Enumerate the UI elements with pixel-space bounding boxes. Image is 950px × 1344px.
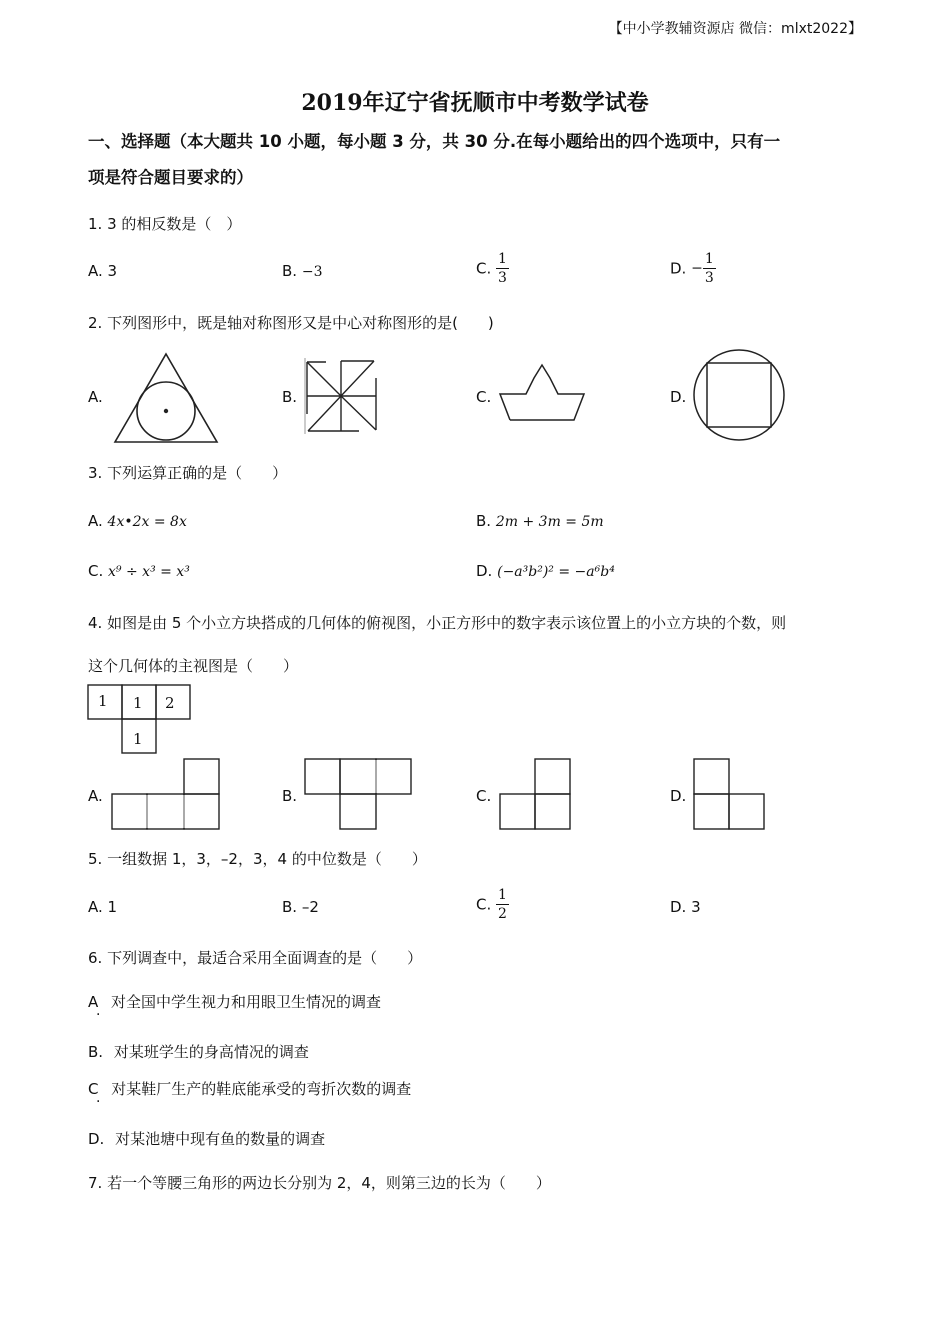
q2-option-d[interactable]: D. [670, 388, 687, 406]
q2-figure-a-triangle-circle [112, 352, 222, 444]
q3-option-a-label: A. [88, 512, 103, 530]
q3-option-d[interactable] [476, 562, 615, 580]
q4-option-d[interactable]: D. [670, 787, 687, 805]
q3-stem: 3. 下列运算正确的是（ ） [88, 464, 288, 482]
q3-option-a-expr: 4x•2x = 8x [107, 514, 187, 530]
q6-option-c-label: C [88, 1080, 99, 1098]
q1-option-b[interactable] [282, 262, 322, 280]
q1-option-d-sign: − [691, 260, 703, 277]
q4-grid-cell-r2c2: 1 [133, 730, 143, 748]
q6-option-b[interactable] [88, 1041, 309, 1062]
q6-option-c-dot: . [96, 1090, 101, 1106]
q4-stem-line2: 这个几何体的主视图是（ ） [88, 657, 299, 675]
header-note: 【中小学教辅资源店 微信：mlxt2022】 [608, 21, 862, 37]
q4-figure-a [110, 758, 222, 832]
q2-option-b[interactable]: B. [282, 388, 298, 406]
q4-figure-b [303, 758, 415, 832]
q5-option-c-fraction: $\frac{1}{2}$ [498, 887, 507, 922]
q4-option-c[interactable]: C. [476, 787, 492, 805]
q2-figure-c-boat [498, 364, 588, 426]
q1-option-d-fraction: $\frac{1}{3}$ [704, 251, 714, 286]
q6-option-b-text: 对某班学生的身高情况的调查 [113, 1043, 309, 1061]
q3-option-d-label: D. [476, 562, 493, 580]
q4-grid-cell-r1c1: 1 [98, 692, 108, 710]
q4-option-b[interactable]: B. [282, 787, 298, 805]
q6-option-b-label: B. [88, 1043, 104, 1061]
q5-option-c-label: C. [476, 895, 492, 914]
q5-stem: 5. 一组数据 1，3，–2，3，4 的中位数是（ ） [88, 850, 427, 868]
q3-option-d-expr: (−a³b²)² = −a⁶b⁴ [497, 564, 615, 580]
q6-option-a-dot: . [96, 1003, 101, 1019]
section-heading [88, 124, 868, 196]
q2-figure-d-square-in-circle [692, 348, 786, 442]
q1-option-a[interactable]: A. 3 [88, 262, 118, 280]
q1-option-c[interactable] [476, 250, 509, 287]
q2-figure-b-pinwheel [304, 358, 378, 434]
q4-option-a[interactable]: A. [88, 787, 103, 805]
section-heading-line1: 一、选择题（本大题共 10 小题，每小题 3 分，共 30 分.在每小题给出的四个选项中，只有一 [88, 132, 781, 151]
q4-grid-cell-r1c2: 1 [133, 694, 143, 712]
q3-option-c[interactable] [88, 562, 190, 580]
q3-option-b-expr: 2m + 3m = 5m [495, 514, 604, 530]
q6-option-a-text: 对全国中学生视力和用眼卫生情况的调查 [111, 993, 382, 1011]
q6-option-a[interactable] [88, 991, 381, 1012]
page-title: 2019年辽宁省抚顺市中考数学试卷 [301, 90, 649, 116]
q1-option-c-label: C. [476, 259, 492, 278]
q5-option-d[interactable]: D. 3 [670, 898, 701, 916]
q4-grid-cell-r1c3: 2 [165, 694, 175, 712]
q3-option-c-label: C. [88, 562, 104, 580]
q2-option-c[interactable]: C. [476, 388, 492, 406]
section-heading-line2: 项是符合题目要求的） [88, 168, 253, 187]
q1-option-c-fraction: $\frac{1}{3}$ [498, 251, 507, 286]
q5-option-c[interactable] [476, 886, 509, 923]
q4-stem-line1: 4. 如图是由 5 个小立方块搭成的几何体的俯视图，小正方形中的数字表示该位置上的小立方块的个数，则 [88, 614, 787, 632]
q4-figure-c [498, 758, 574, 832]
q3-option-a[interactable] [88, 512, 187, 530]
q1-option-d-label: D. [670, 259, 687, 278]
q1-option-b-value: −3 [301, 264, 323, 280]
q1-option-b-label: B. [282, 262, 298, 280]
q4-figure-d [692, 758, 768, 832]
q1-option-d[interactable] [670, 250, 716, 287]
q3-option-b-label: B. [476, 512, 492, 530]
q6-option-c-text: 对某鞋厂生产的鞋底能承受的弯折次数的调查 [111, 1080, 412, 1098]
q5-option-a[interactable]: A. 1 [88, 898, 118, 916]
q3-option-c-expr: x⁹ ÷ x³ = x³ [108, 564, 190, 580]
q6-option-a-label: A [88, 993, 99, 1011]
q2-stem: 2. 下列图形中，既是轴对称图形又是中心对称图形的是( ) [88, 314, 494, 332]
q6-stem: 6. 下列调查中，最适合采用全面调查的是（ ） [88, 949, 423, 967]
q2-option-a[interactable]: A. [88, 388, 103, 406]
q6-option-d-label: D. [88, 1130, 105, 1148]
q6-option-d-text: 对某池塘中现有鱼的数量的调查 [115, 1130, 326, 1148]
q3-option-b[interactable] [476, 512, 604, 530]
q6-option-d[interactable] [88, 1128, 325, 1149]
q6-option-c[interactable] [88, 1078, 411, 1099]
q5-option-b[interactable]: B. –2 [282, 898, 319, 916]
q7-stem: 7. 若一个等腰三角形的两边长分别为 2，4，则第三边的长为（ ） [88, 1174, 551, 1192]
q1-stem: 1. 3 的相反数是（ ） [88, 215, 242, 233]
